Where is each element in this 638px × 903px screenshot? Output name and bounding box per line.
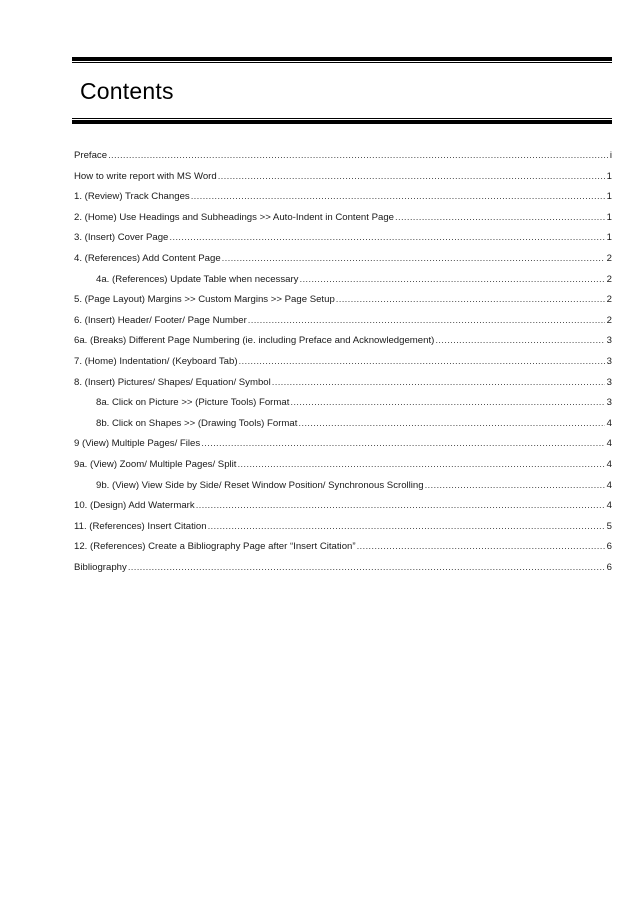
toc-entry-title[interactable]: How to write report with MS Word — [74, 170, 217, 182]
toc-entry[interactable] — [74, 355, 612, 376]
toc-dot-leader — [239, 355, 605, 369]
toc-entry[interactable] — [74, 396, 612, 417]
toc-entry-page-number[interactable]: 5 — [606, 520, 612, 532]
toc-entry[interactable] — [74, 252, 612, 273]
toc-entry-page-number[interactable]: i — [609, 150, 612, 161]
toc-entry-title[interactable]: 2. (Home) Use Headings and Subheadings >> Auto-Indent in Content Page — [74, 211, 395, 223]
heading-bottom-rule — [72, 120, 612, 124]
toc-entry-title[interactable]: 9b. (View) View Side by Side/ Reset Window Position/ Synchronous Scrolling — [96, 479, 424, 491]
toc-dot-leader — [108, 149, 608, 163]
toc-entry[interactable] — [74, 499, 612, 520]
toc-entry-page-number[interactable]: 1 — [606, 191, 612, 203]
heading-top-rule — [72, 57, 612, 61]
toc-dot-leader — [425, 479, 605, 493]
toc-entry-title[interactable]: 11. (References) Insert Citation — [74, 520, 207, 532]
toc-entry-title[interactable]: 8b. Click on Shapes >> (Drawing Tools) Format — [96, 417, 298, 429]
toc-entry[interactable] — [74, 376, 612, 397]
toc-entry[interactable] — [74, 211, 612, 232]
toc-entry-page-number[interactable]: 3 — [606, 355, 612, 367]
toc-entry[interactable] — [74, 561, 612, 582]
toc-entry-page-number[interactable]: 4 — [606, 479, 612, 491]
toc-entry-page-number[interactable]: 2 — [606, 273, 612, 285]
toc-entry-page-number[interactable]: 3 — [606, 397, 612, 409]
toc-entry-page-number[interactable]: 1 — [606, 232, 612, 244]
toc-entry-title[interactable]: 6. (Insert) Header/ Footer/ Page Number — [74, 314, 247, 326]
toc-entry-title[interactable]: 4a. (References) Update Table when necessary — [96, 273, 299, 285]
toc-entry-page-number[interactable]: 4 — [606, 458, 612, 470]
toc-dot-leader — [191, 190, 605, 204]
toc-dot-leader — [222, 252, 605, 266]
heading-top-rule-thin — [72, 62, 612, 63]
toc-dot-leader — [237, 458, 604, 472]
toc-entry-title[interactable]: 8. (Insert) Pictures/ Shapes/ Equation/ Symbol — [74, 376, 271, 388]
toc-dot-leader — [290, 396, 604, 410]
toc-entry-page-number[interactable]: 3 — [606, 335, 612, 347]
toc-entry-page-number[interactable]: 4 — [606, 500, 612, 512]
toc-entry-page-number[interactable]: 1 — [606, 170, 612, 182]
toc-dot-leader — [272, 376, 605, 390]
toc-dot-leader — [299, 273, 604, 287]
toc-entry-page-number[interactable]: 4 — [606, 417, 612, 429]
toc-dot-leader — [336, 293, 605, 307]
toc-entry-title[interactable]: Preface — [74, 150, 108, 161]
toc-entry-title[interactable]: 3. (Insert) Cover Page — [74, 232, 169, 244]
toc-entry[interactable] — [74, 314, 612, 335]
toc-entry-title[interactable]: 4. (References) Add Content Page — [74, 252, 221, 264]
toc-entry[interactable] — [74, 170, 612, 191]
toc-entry-page-number[interactable]: 1 — [606, 211, 612, 223]
toc-entry-title[interactable]: 9 (View) Multiple Pages/ Files — [74, 438, 201, 450]
heading-bottom-rule-thin — [72, 118, 612, 119]
toc-dot-leader — [128, 561, 605, 575]
toc-entry-title[interactable]: 12. (References) Create a Bibliography Page after “Insert Citation” — [74, 541, 356, 553]
toc-entry-page-number[interactable]: 4 — [606, 438, 612, 450]
toc-entry[interactable] — [74, 437, 612, 458]
toc-entry[interactable] — [74, 479, 612, 500]
table-of-contents — [74, 149, 612, 581]
toc-entry[interactable] — [74, 417, 612, 438]
toc-entry[interactable] — [74, 231, 612, 252]
toc-entry-page-number[interactable]: 6 — [606, 541, 612, 553]
toc-dot-leader — [196, 499, 605, 513]
toc-dot-leader — [218, 170, 605, 184]
toc-entry[interactable] — [74, 293, 612, 314]
toc-entry-title[interactable]: 10. (Design) Add Watermark — [74, 500, 195, 512]
contents-heading: Contents — [80, 78, 174, 104]
toc-entry-title[interactable]: 5. (Page Layout) Margins >> Custom Margins >> Page Setup — [74, 294, 335, 306]
toc-entry[interactable] — [74, 540, 612, 561]
toc-entry-page-number[interactable]: 2 — [606, 314, 612, 326]
toc-entry-title[interactable]: 1. (Review) Track Changes — [74, 191, 190, 203]
toc-entry-page-number[interactable]: 2 — [606, 294, 612, 306]
toc-entry[interactable] — [74, 149, 612, 170]
toc-entry-title[interactable]: 8a. Click on Picture >> (Picture Tools) Format — [96, 397, 290, 409]
toc-dot-leader — [248, 314, 605, 328]
toc-dot-leader — [208, 520, 605, 534]
toc-entry-title[interactable]: 9a. (View) Zoom/ Multiple Pages/ Split — [74, 458, 237, 470]
toc-dot-leader — [298, 417, 604, 431]
toc-entry-page-number[interactable]: 2 — [606, 252, 612, 264]
toc-entry-title[interactable]: Bibliography — [74, 561, 127, 573]
toc-dot-leader — [201, 437, 604, 451]
toc-dot-leader — [357, 540, 605, 554]
toc-entry-page-number[interactable]: 3 — [606, 376, 612, 388]
toc-entry-title[interactable]: 6a. (Breaks) Different Page Numbering (ie. including Preface and Acknowledgement) — [74, 335, 435, 347]
toc-entry[interactable] — [74, 273, 612, 294]
toc-dot-leader — [395, 211, 605, 225]
toc-dot-leader — [435, 334, 604, 348]
toc-dot-leader — [169, 231, 604, 245]
toc-entry[interactable] — [74, 458, 612, 479]
toc-entry[interactable] — [74, 190, 612, 211]
toc-entry-title[interactable]: 7. (Home) Indentation/ (Keyboard Tab) — [74, 355, 238, 367]
toc-entry[interactable] — [74, 334, 612, 355]
toc-entry[interactable] — [74, 520, 612, 541]
toc-entry-page-number[interactable]: 6 — [606, 561, 612, 573]
